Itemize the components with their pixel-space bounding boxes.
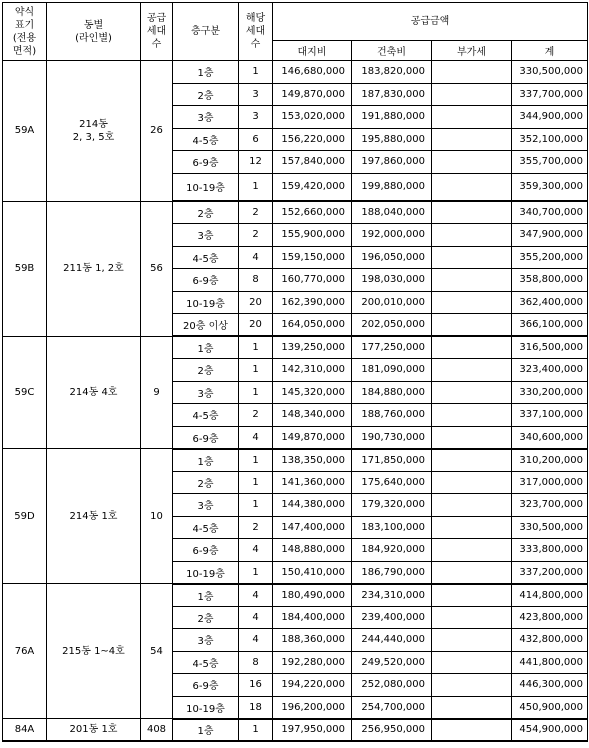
total-cell: 340,700,000 [512,201,588,224]
type-cell: 59D [3,449,47,584]
land-cell: 188,360,000 [273,629,352,652]
land-cell: 162,390,000 [273,291,352,314]
supply-units-cell: 56 [141,201,173,336]
total-cell: 355,700,000 [512,151,588,174]
vat-cell [432,291,512,314]
header-total: 계 [512,41,588,61]
header-type-line: 면적) [12,45,37,57]
building-cost-cell: 186,790,000 [352,561,432,584]
building-cost-cell: 200,010,000 [352,291,432,314]
vat-cell [432,269,512,292]
vat-cell [432,61,512,84]
vat-cell [432,561,512,584]
building-cost-cell: 202,050,000 [352,314,432,337]
land-cell: 148,340,000 [273,404,352,427]
floor-cell: 1층 [173,584,239,607]
header-supply-units-line: 수 [151,39,162,50]
header-building-line: 동별 [83,19,104,31]
table-row [3,201,588,224]
units-cell: 1 [239,719,273,742]
floor-cell: 2층 [173,359,239,382]
total-cell: 454,900,000 [512,719,588,742]
units-cell: 2 [239,224,273,247]
total-cell: 423,800,000 [512,606,588,629]
building-cost-cell: 177,250,000 [352,336,432,359]
vat-cell [432,201,512,224]
total-cell: 340,600,000 [512,426,588,449]
land-cell: 159,420,000 [273,173,352,201]
vat-cell [432,606,512,629]
land-cell: 197,950,000 [273,719,352,742]
floor-cell: 2층 [173,201,239,224]
supply-units-cell: 9 [141,336,173,449]
total-cell: 347,900,000 [512,224,588,247]
header-units-line: 수 [250,39,261,50]
type-cell: 84A [3,719,47,742]
type-cell: 59C [3,336,47,449]
table-row [3,584,588,607]
header-supply-units-line: 공급 [146,13,167,24]
units-cell: 12 [239,151,273,174]
vat-cell [432,426,512,449]
vat-cell [432,83,512,106]
land-cell: 146,680,000 [273,61,352,84]
floor-cell: 4-5층 [173,404,239,427]
vat-cell [432,674,512,697]
supply-units-cell: 54 [141,584,173,719]
building-cost-cell: 184,880,000 [352,381,432,404]
type-cell: 59B [3,201,47,336]
land-cell: 153,020,000 [273,106,352,129]
building-cost-cell: 188,760,000 [352,404,432,427]
land-cell: 150,410,000 [273,561,352,584]
building-cell [47,61,141,202]
building-cost-cell: 254,700,000 [352,696,432,719]
building-cell-line: 214동 1호 [69,510,118,522]
building-cost-cell: 198,030,000 [352,269,432,292]
table-row [3,336,588,359]
building-cell-line: 215동 1~4호 [62,645,125,657]
header-type-line: 표기 [14,19,35,31]
total-cell: 352,100,000 [512,128,588,151]
building-cost-cell: 187,830,000 [352,83,432,106]
floor-cell: 4-5층 [173,246,239,269]
land-cell: 149,870,000 [273,426,352,449]
units-cell: 3 [239,83,273,106]
land-cell: 152,660,000 [273,201,352,224]
building-cost-cell: 244,440,000 [352,629,432,652]
units-cell: 4 [239,584,273,607]
header-row [3,3,588,41]
vat-cell [432,359,512,382]
total-cell: 441,800,000 [512,651,588,674]
supply-price-table [2,2,588,742]
building-cell [47,449,141,584]
building-cell-line: 214동 4호 [69,386,118,398]
type-cell: 59A [3,61,47,202]
floor-cell: 10-19층 [173,291,239,314]
table-row [3,719,588,742]
floor-cell: 3층 [173,106,239,129]
building-cell [47,336,141,449]
floor-cell: 6-9층 [173,426,239,449]
land-cell: 148,880,000 [273,539,352,562]
vat-cell [432,719,512,742]
table-row [3,449,588,472]
vat-cell [432,584,512,607]
header-floor: 층구분 [173,3,239,61]
vat-cell [432,404,512,427]
building-cost-cell: 190,730,000 [352,426,432,449]
building-cell-line: 201동 1호 [69,724,118,735]
building-cost-cell: 195,880,000 [352,128,432,151]
vat-cell [432,651,512,674]
header-price: 공급금액 [273,3,588,41]
building-cost-cell: 197,860,000 [352,151,432,174]
total-cell: 446,300,000 [512,674,588,697]
land-cell: 149,870,000 [273,83,352,106]
total-cell: 317,000,000 [512,471,588,494]
total-cell: 358,800,000 [512,269,588,292]
land-cell: 184,400,000 [273,606,352,629]
vat-cell [432,128,512,151]
vat-cell [432,314,512,337]
supply-units-cell: 26 [141,61,173,202]
units-cell: 3 [239,106,273,129]
building-cost-cell: 191,880,000 [352,106,432,129]
building-cost-cell: 199,880,000 [352,173,432,201]
floor-cell: 2층 [173,471,239,494]
units-cell: 20 [239,291,273,314]
building-cost-cell: 183,100,000 [352,516,432,539]
units-cell: 2 [239,404,273,427]
total-cell: 432,800,000 [512,629,588,652]
floor-cell: 2층 [173,83,239,106]
units-cell: 2 [239,201,273,224]
building-cell [47,719,141,742]
units-cell: 1 [239,61,273,84]
floor-cell: 4-5층 [173,516,239,539]
land-cell: 147,400,000 [273,516,352,539]
units-cell: 1 [239,471,273,494]
units-cell: 4 [239,606,273,629]
floor-cell: 4-5층 [173,128,239,151]
vat-cell [432,224,512,247]
land-cell: 142,310,000 [273,359,352,382]
vat-cell [432,336,512,359]
header-units-line: 세대 [245,26,266,37]
floor-cell: 2층 [173,606,239,629]
vat-cell [432,494,512,517]
floor-cell: 10-19층 [173,696,239,719]
land-cell: 196,200,000 [273,696,352,719]
total-cell: 323,700,000 [512,494,588,517]
building-cost-cell: 184,920,000 [352,539,432,562]
header-supply-units-line: 세대 [146,26,167,37]
floor-cell: 6-9층 [173,674,239,697]
building-cost-cell: 196,050,000 [352,246,432,269]
total-cell: 330,500,000 [512,61,588,84]
land-cell: 144,380,000 [273,494,352,517]
units-cell: 1 [239,561,273,584]
vat-cell [432,516,512,539]
total-cell: 330,200,000 [512,381,588,404]
floor-cell: 3층 [173,381,239,404]
floor-cell: 10-19층 [173,561,239,584]
type-cell: 76A [3,584,47,719]
floor-cell: 3층 [173,629,239,652]
total-cell: 333,800,000 [512,539,588,562]
floor-cell: 1층 [173,61,239,84]
land-cell: 159,150,000 [273,246,352,269]
building-cell-line: 214동 [79,118,108,130]
land-cell: 157,840,000 [273,151,352,174]
total-cell: 344,900,000 [512,106,588,129]
header-building-cost: 건축비 [352,41,432,61]
total-cell: 362,400,000 [512,291,588,314]
vat-cell [432,629,512,652]
building-cost-cell: 179,320,000 [352,494,432,517]
units-cell: 8 [239,269,273,292]
units-cell: 1 [239,494,273,517]
units-cell: 1 [239,173,273,201]
total-cell: 337,200,000 [512,561,588,584]
supply-units-cell: 10 [141,449,173,584]
total-cell: 366,100,000 [512,314,588,337]
table-row [3,61,588,84]
total-cell: 316,500,000 [512,336,588,359]
units-cell: 20 [239,314,273,337]
header-units-line: 해당 [245,13,266,24]
header-type-line: 약식 [14,6,35,18]
land-cell: 156,220,000 [273,128,352,151]
building-cost-cell: 181,090,000 [352,359,432,382]
building-cost-cell: 192,000,000 [352,224,432,247]
units-cell: 1 [239,359,273,382]
table-header [3,3,588,61]
floor-cell: 1층 [173,336,239,359]
total-cell: 359,300,000 [512,173,588,201]
building-cost-cell: 249,520,000 [352,651,432,674]
header-building [47,3,141,61]
total-cell: 355,200,000 [512,246,588,269]
building-cost-cell: 171,850,000 [352,449,432,472]
vat-cell [432,106,512,129]
vat-cell [432,173,512,201]
building-cell-line: 2, 3, 5호 [72,131,115,143]
building-cost-cell: 188,040,000 [352,201,432,224]
building-cost-cell: 183,820,000 [352,61,432,84]
vat-cell [432,151,512,174]
units-cell: 4 [239,426,273,449]
total-cell: 450,900,000 [512,696,588,719]
building-cell [47,584,141,719]
units-cell: 16 [239,674,273,697]
units-cell: 1 [239,381,273,404]
header-land: 대지비 [273,41,352,61]
floor-cell: 4-5층 [173,651,239,674]
supply-units-cell: 408 [141,719,173,742]
land-cell: 145,320,000 [273,381,352,404]
land-cell: 160,770,000 [273,269,352,292]
floor-cell: 1층 [173,719,239,742]
land-cell: 138,350,000 [273,449,352,472]
building-cost-cell: 239,400,000 [352,606,432,629]
building-cost-cell: 175,640,000 [352,471,432,494]
header-building-line: (라인별) [75,32,112,44]
units-cell: 4 [239,246,273,269]
units-cell: 8 [239,651,273,674]
price-table-container [2,2,588,742]
header-vat: 부가세 [432,41,512,61]
total-cell: 337,100,000 [512,404,588,427]
land-cell: 164,050,000 [273,314,352,337]
header-type [3,3,47,61]
building-cell-line: 211동 1, 2호 [63,263,124,274]
floor-cell: 20층 이상 [173,314,239,337]
header-type-line: (전용 [12,32,37,44]
building-cell [47,201,141,336]
table-body [3,61,588,742]
land-cell: 180,490,000 [273,584,352,607]
floor-cell: 3층 [173,494,239,517]
header-units [239,3,273,61]
vat-cell [432,449,512,472]
total-cell: 330,500,000 [512,516,588,539]
units-cell: 6 [239,128,273,151]
vat-cell [432,471,512,494]
total-cell: 310,200,000 [512,449,588,472]
vat-cell [432,381,512,404]
floor-cell: 6-9층 [173,269,239,292]
vat-cell [432,246,512,269]
floor-cell: 1층 [173,449,239,472]
total-cell: 414,800,000 [512,584,588,607]
total-cell: 323,400,000 [512,359,588,382]
units-cell: 1 [239,336,273,359]
total-cell: 337,700,000 [512,83,588,106]
land-cell: 139,250,000 [273,336,352,359]
floor-cell: 3층 [173,224,239,247]
units-cell: 1 [239,449,273,472]
building-cost-cell: 234,310,000 [352,584,432,607]
units-cell: 4 [239,539,273,562]
floor-cell: 6-9층 [173,151,239,174]
vat-cell [432,539,512,562]
land-cell: 192,280,000 [273,651,352,674]
units-cell: 4 [239,629,273,652]
land-cell: 141,360,000 [273,471,352,494]
building-cost-cell: 256,950,000 [352,719,432,742]
units-cell: 18 [239,696,273,719]
units-cell: 2 [239,516,273,539]
vat-cell [432,696,512,719]
header-supply-units [141,3,173,61]
land-cell: 194,220,000 [273,674,352,697]
land-cell: 155,900,000 [273,224,352,247]
floor-cell: 10-19층 [173,173,239,201]
floor-cell: 6-9층 [173,539,239,562]
building-cost-cell: 252,080,000 [352,674,432,697]
